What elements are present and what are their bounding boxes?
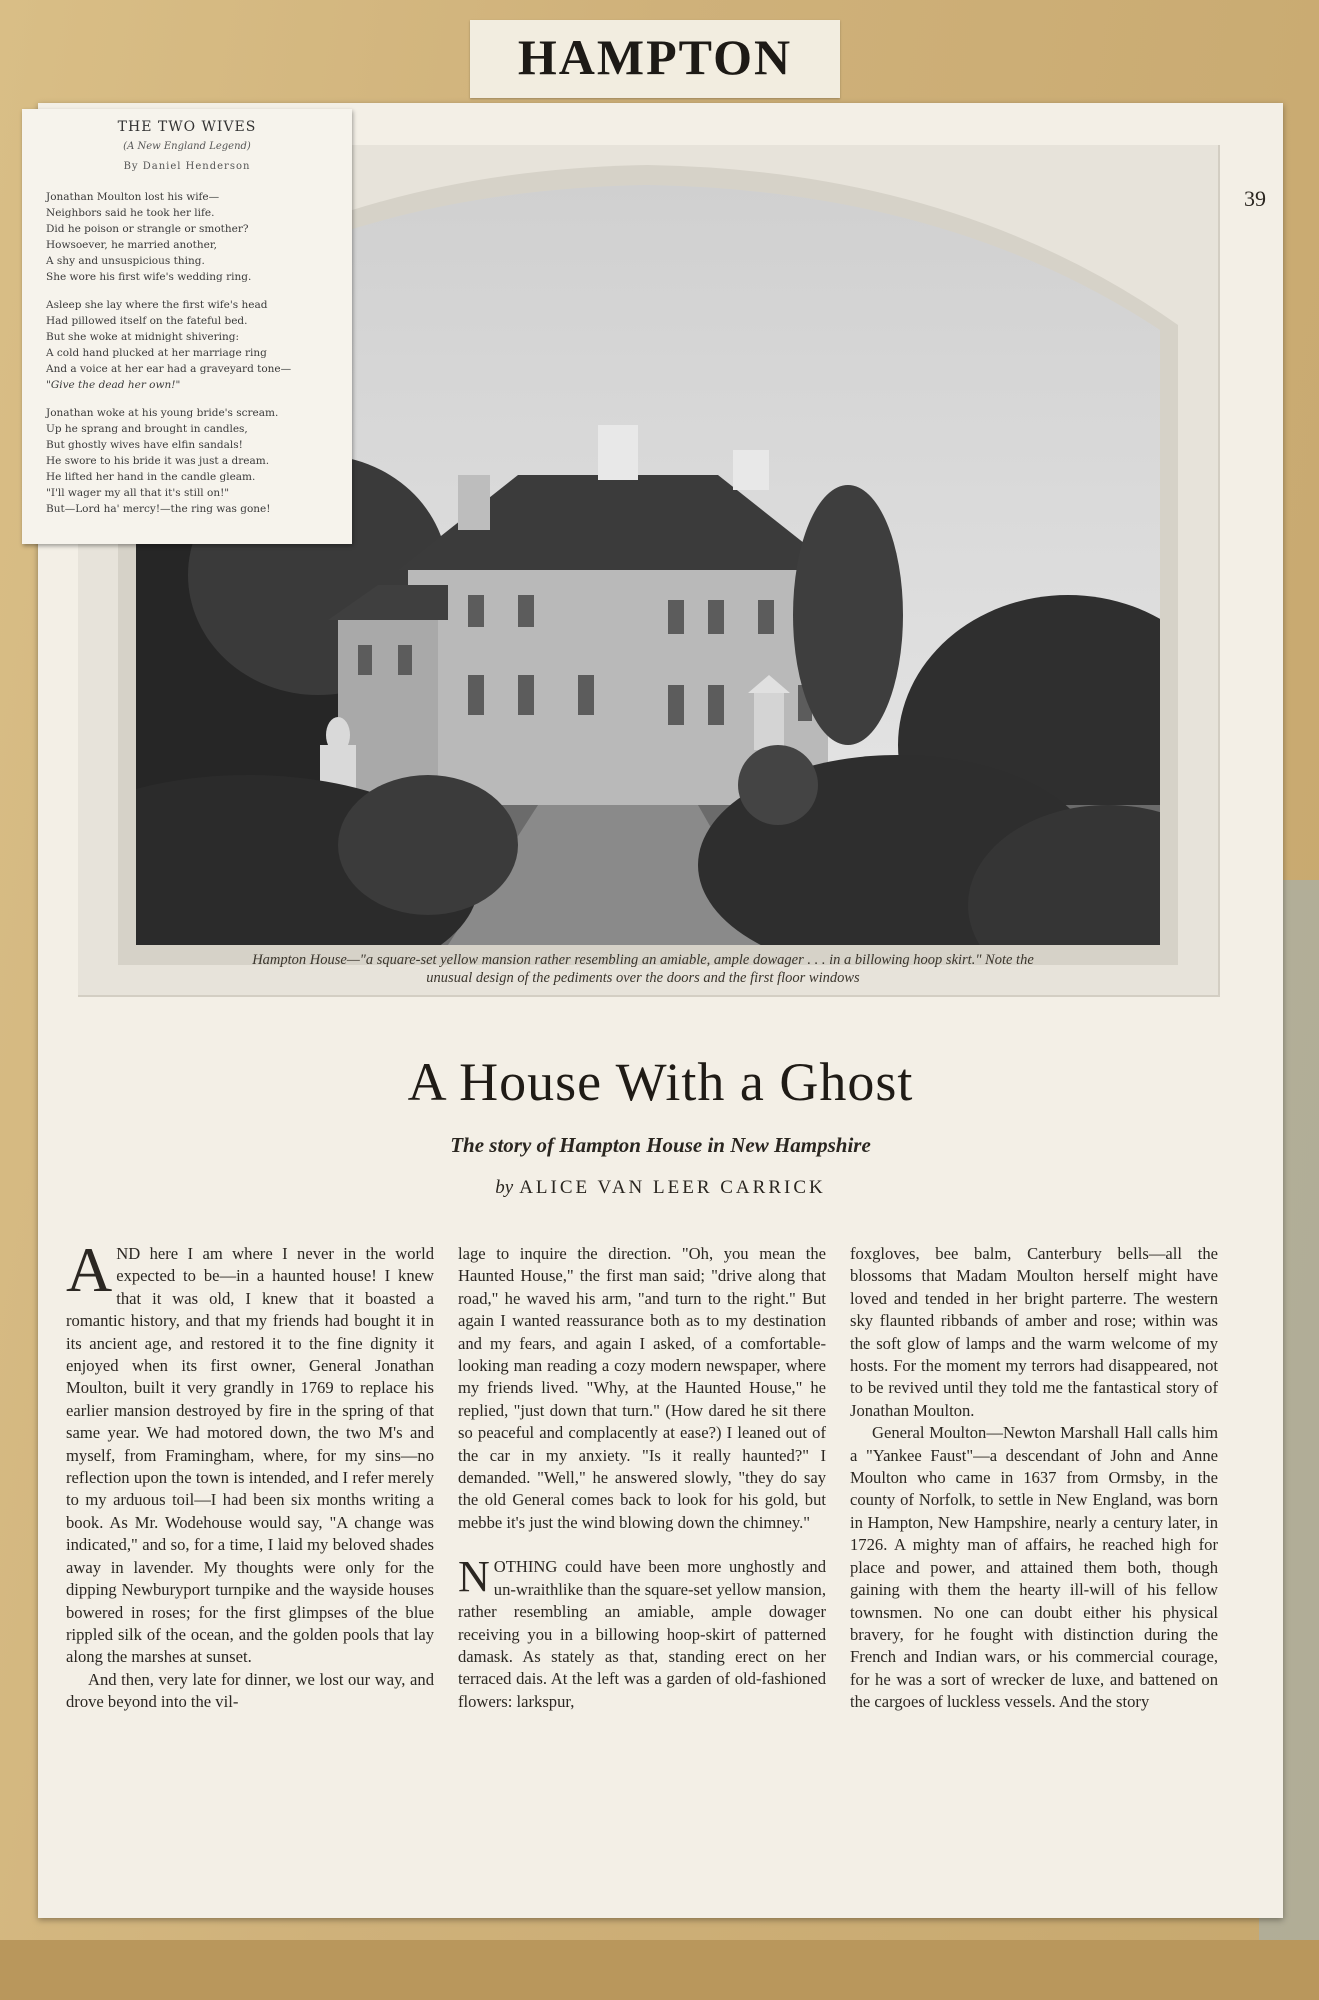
poem-line: But she woke at midnight shivering:	[46, 331, 240, 343]
author-name: ALICE VAN LEER CARRICK	[519, 1177, 826, 1198]
drop-cap: N	[458, 1552, 490, 1602]
poem-line: He lifted her hand in the candle gleam.	[46, 471, 256, 483]
poem-line: A cold hand plucked at her marriage ring	[46, 347, 267, 359]
poem-line: "Give the dead her own!"	[46, 379, 181, 391]
poem-line: But ghostly wives have elfin sandals!	[46, 439, 243, 451]
paragraph	[66, 1234, 434, 1669]
poem-byline: By Daniel Henderson	[123, 161, 251, 172]
paragraph-text: here I am where I never in the world expected to be—in a haunted house! I knew that it was old, I knew that it boasted a romantic history, and that my friends had bought it in its ancient age, and restored it to the fine dignity it enjoyed when its first owner, General Jonathan Moulton, built it very grandly in 1769 to replace his earlier mansion destroyed by fire in the spring of that same year. We had motored down, the two M's and myself, from Framingham, where, for my sins—no reflection upon the town is intended, and I refer merely to my arduous toil—I had been six months writing a book. As Mr. Wodehouse would say, "A change was indicated," and so, for a time, I laid my beloved shades away in lavender. My thoughts were only for the dipping Newburyport turnpike and the wayside houses bowered in roses; for the first glimpses of the blue rippled silk of the ocean, and the golden pools that lay along the marshes at sunset.	[66, 1244, 434, 1667]
lead-in: ND	[116, 1244, 141, 1263]
poem-stanza	[46, 297, 346, 393]
magazine-page	[38, 103, 1283, 1918]
paragraph: General Moulton—Newton Marshall Hall calls him a "Yankee Faust"—a descendant of John and Anne Moulton who came in 1637 from Ormsby, in the county of Norfolk, to settle in New England, was born in Hampton, New Hampshire, nearly a century later, in 1726. A mighty man of affairs, he reached high for place and power, and attained them both, though gaining with them the hearty ill-will of his fellow townsmen. No one can doubt either his physical bravery, for he fought with distinction during the French and Indian wars, or his commercial courage, for he was a sort of wrecker de luxe, and battened on the cargoes of luckless vessels. And the story	[850, 1423, 1218, 1712]
section-title: HAMPTON	[517, 29, 793, 85]
page-number: 39	[1244, 186, 1266, 211]
poem-line: Neighbors said he took her life.	[46, 207, 215, 219]
paragraph: foxgloves, bee balm, Canterbury bells—all the blossoms that Madam Moulton herself might have loved and tended in her bright parterre. The western sky flaunted ribbands of amber and rose; within was the soft glow of lamps and the warm welcome of my hosts. For the moment my terrors had disappeared, not to be revived until they told me the fantastical story of Jonathan Moulton.	[850, 1244, 1218, 1420]
poem-line: She wore his first wife's wedding ring.	[46, 271, 252, 283]
article-subtitle: The story of Hampton House in New Hampshire	[450, 1133, 871, 1157]
poem-line: Jonathan Moulton lost his wife—	[46, 191, 220, 203]
header-clipping	[470, 20, 840, 98]
poem-line: He swore to his bride it was just a dream.	[46, 455, 270, 467]
paragraph-gap	[458, 1534, 826, 1556]
photo-caption: Hampton House—"a square-set yellow mansion rather resembling an amiable, ample dowager . . . in a billowing hoop skirt." Note the unusual design of the pediments over the doors and the first floor windows	[252, 952, 1034, 986]
poem-clipping	[22, 109, 352, 544]
poem-line: And a voice at her ear had a graveyard tone—	[46, 363, 292, 375]
poem-line: Asleep she lay where the first wife's head	[46, 299, 268, 311]
poem-stanza	[46, 189, 346, 285]
poem-title: THE TWO WIVES	[117, 119, 257, 135]
poem-line: Jonathan woke at his young bride's scream.	[46, 407, 279, 419]
byline-prefix: by	[495, 1177, 514, 1198]
article-column-3	[850, 1243, 1218, 1714]
poem-line: Did he poison or strangle or smother?	[46, 223, 249, 235]
poem-stanza	[46, 405, 346, 517]
paragraph: And then, very late for dinner, we lost our way, and drove beyond into the vil-	[66, 1669, 434, 1712]
drop-cap: A	[66, 1234, 113, 1305]
paragraph	[458, 1552, 826, 1713]
article-title: A House With a Ghost	[407, 1052, 914, 1112]
poem-line: But—Lord ha' mercy!—the ring was gone!	[46, 503, 271, 515]
lead-in: OTHING	[493, 1557, 558, 1577]
backing-paper-bottom	[0, 1940, 1319, 2000]
poem-subtitle: (A New England Legend)	[123, 141, 251, 152]
paragraph-text: could have been more unghostly and un-wraithlike than the square-set yellow mansion, rather resembling an amiable, ample dowager receiving you in a billowing hoop-skirt of patterned damask. As stately as that, standing erect on her terraced dais. At the left was a garden of old-fashioned flowers: larkspur,	[458, 1557, 826, 1711]
article-byline	[38, 1177, 1283, 1199]
poem-line: A shy and unsuspicious thing.	[46, 255, 205, 267]
article-column-2	[458, 1243, 826, 1713]
paragraph: lage to inquire the direction. "Oh, you mean the Haunted House," the first man said; "drive along that road," he waved his arm, "and turn to the right." But again I wanted reassurance both as to my destination and my fears, and again I asked, of a comfortable-looking man reading a cozy modern newspaper, where my friends lived. "Why, at the Haunted House," he replied, "just down that turn." (How dared he sit there so peaceful and complacently at ease?) I leaned out of the car in my anxiety. "Is it really haunted?" I demanded. "Well," he answered slowly, "they do say the old General comes back to look for his gold, but mebbe it's just the wind blowing down the chimney."	[458, 1244, 826, 1532]
poem-line: Howsoever, he married another,	[46, 239, 218, 251]
poem-line: Had pillowed itself on the fateful bed.	[46, 315, 248, 327]
poem-line: "I'll wager my all that it's still on!"	[46, 487, 230, 499]
poem-line: Up he sprang and brought in candles,	[46, 423, 248, 435]
article-column-1	[66, 1234, 434, 1714]
